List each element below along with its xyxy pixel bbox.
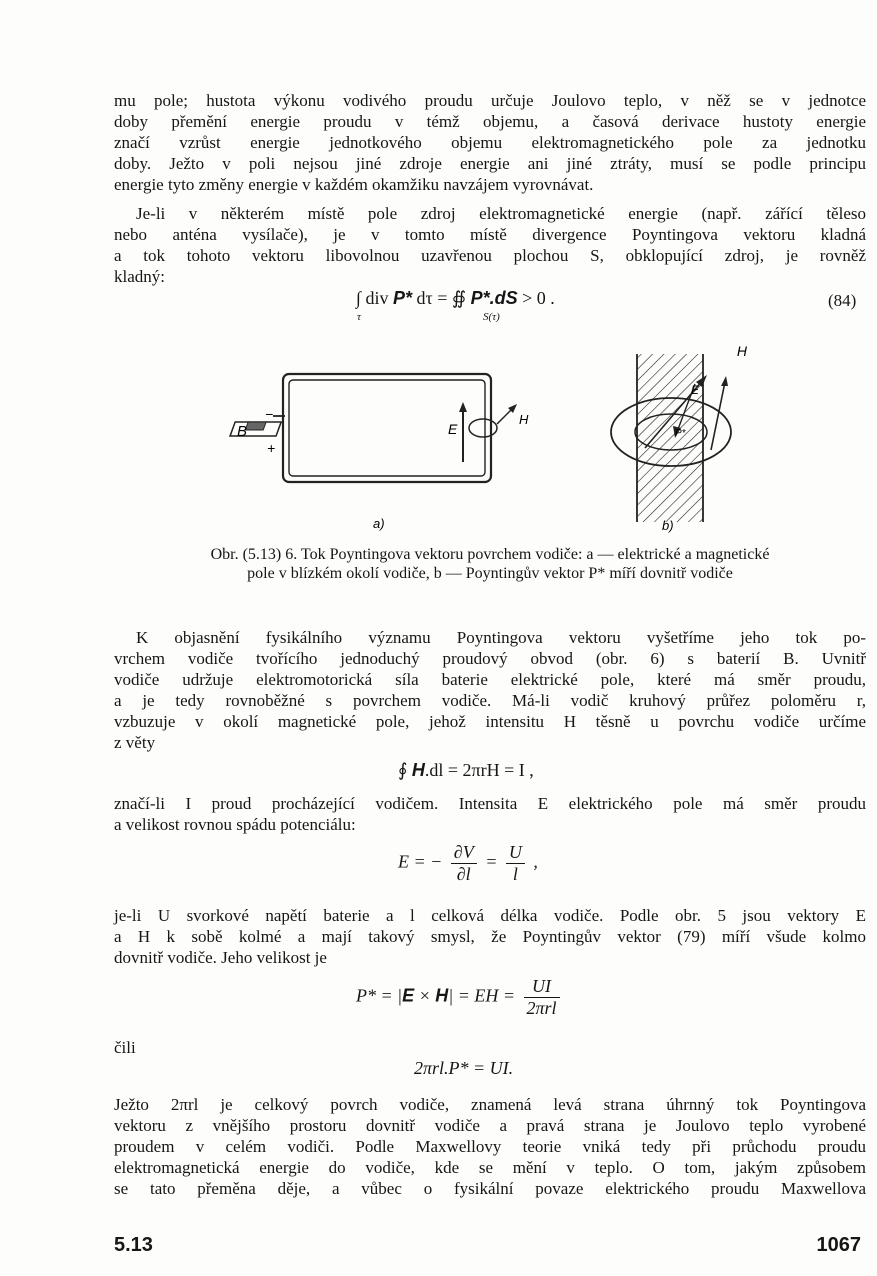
poynting-vector-symbol: P* (392, 288, 412, 308)
fraction-u-l (506, 842, 525, 885)
section-number: 5.13 (114, 1234, 153, 1256)
e-field-arrow (459, 402, 467, 462)
text-line: značí vzrůst energie jednotkového objemu elektromagnetického pole za jednotku (114, 133, 866, 152)
text-line: vrchem vodiče tvořícího jednoduchý proudový obvod (obr. 6) s baterií B. Uvnitř (114, 649, 866, 668)
text-line: se tato přeměna děje, a vůbec o fysikální povaze elektrického proudu Maxwellova (114, 1179, 866, 1198)
p-lhs: P* = | (356, 985, 403, 1006)
text-line: je-li U svorkové napětí baterie a l celková délka vodiče. Podle obr. 5 jsou vektory E (114, 906, 866, 925)
ampere-rest: .dl = 2πrH = I , (424, 760, 534, 780)
text-line: Je-li v některém místě pole zdroj elektromagnetické energie (např. zářící těleso (136, 204, 866, 223)
figure-6 (225, 340, 745, 540)
battery-plus: + (267, 440, 276, 456)
poynting-vector-symbol: P* (470, 288, 490, 308)
text-line: čili (114, 1038, 136, 1057)
text-line: Ježto 2πrl je celkový povrch vodiče, znamená levá strana úhrnný tok Poyntingova (114, 1095, 866, 1114)
numerator: ∂V (451, 842, 477, 864)
h-symbol: H (411, 760, 425, 780)
text-line: K objasnění fysikálního významu Poyntingova vektoru vyšetříme jeho tok po- (136, 628, 866, 647)
paragraph-7 (114, 1094, 866, 1199)
numerator: U (506, 842, 525, 864)
h-label-b: H (736, 343, 747, 359)
text-line: vektoru z vnějšího prostoru dovnitř vodiče a pravá strana je Joulovo teplo vyrobené (114, 1116, 866, 1135)
denominator: l (512, 864, 518, 884)
surface-integral-sign: ∯ (451, 288, 467, 308)
integral-sign: ∫ (356, 288, 361, 308)
denominator: 2πrl (526, 998, 557, 1018)
text-line: energie tyto změny energie v každém okamžiku navzájem vyrovnávat. (114, 175, 594, 194)
page-number: 1067 (816, 1234, 861, 1256)
text-line: proudem v celém vodiči. Podle Maxwellovy teorie vniká tedy při průchodu proudu (114, 1137, 866, 1156)
paragraph-5 (114, 905, 866, 968)
text-line: nebo anténa vysílače), je v tomto místě divergence Poyntingova vektoru kladná (114, 225, 866, 244)
text-line: kladný: (114, 267, 165, 286)
surface-element: .dS (489, 288, 518, 308)
equals: = (485, 851, 498, 872)
ampere-equation (398, 760, 534, 781)
comma: , (533, 851, 538, 872)
text-line: a velikost rovnou spádu potenciálu: (114, 815, 356, 834)
paragraph-4 (114, 793, 866, 835)
e-label-b: E (691, 383, 700, 397)
fraction-ui (524, 976, 560, 1019)
text-line: elektromagnetická energie do vodiče, kde se mění v teplo. O tom, jakým způsobem (114, 1158, 866, 1177)
paragraph-1 (114, 90, 866, 195)
subscript-surface: S(τ) (483, 311, 500, 323)
e-field-equation (398, 842, 538, 885)
text-line: mu pole; hustota výkonu vodivého proudu určuje Joulovo teplo, v něž se v jednotce (114, 91, 866, 110)
text-line: z věty (114, 733, 156, 752)
text-line: dovnitř vodiče. Jeho velikost je (114, 948, 327, 967)
text-line: vodiče udržuje elektromotorická síla baterie elektrické pole, které má směr proudu, (114, 670, 866, 689)
text-line: a je tedy rovnoběžné s povrchem vodiče. Má-li vodič kruhový průřez poloměru r, (114, 691, 866, 710)
circuit-loop (283, 374, 491, 482)
conductor-cross-section (637, 354, 703, 522)
battery-label: B (237, 423, 248, 440)
caption-line-1: Obr. (5.13) 6. Tok Poyntingova vektoru povrchem vodiče: a — elektrické a magnetické (210, 546, 770, 563)
paragraph-6 (114, 1037, 866, 1058)
e-lhs: E = − (398, 851, 443, 872)
equation-number: (84) (828, 291, 857, 310)
figure-label-b: b) (662, 518, 674, 533)
text-line: doby přemění energie proudu v témž objemu, a časová derivace hustoty energie (114, 112, 866, 131)
text-line: značí-li I proud procházející vodičem. Intensita E elektrického pole má směr proudu (114, 794, 866, 813)
text-line: a H k sobě kolmé a mají takový smysl, že Poyntingův vektor (79) míří všude kolmo (114, 927, 866, 946)
cross: × (418, 985, 431, 1006)
numerator: UI (524, 976, 560, 998)
h-field-loop (469, 404, 517, 437)
e-label-a: E (448, 421, 458, 437)
e-symbol: E (402, 985, 415, 1006)
subscript-tau: τ (357, 311, 361, 323)
h-symbol: H (435, 985, 449, 1006)
contour-integral-sign: ∮ (398, 760, 408, 780)
text-line: a tok tohoto vektoru libovolnou uzavřenou plochou S, obklopující zdroj, je rovněž (114, 246, 866, 265)
p-mid: | = EH = (448, 985, 516, 1006)
figure-label-a: a) (373, 516, 385, 531)
product-equation: 2πrl.P* = UI. (414, 1058, 514, 1078)
volume-element: dτ = (416, 288, 448, 308)
caption-line-2: pole v blízkém okolí vodiče, b — Poyntingův vektor P* míří dovnitř vodiče (247, 565, 733, 582)
equation-84 (356, 288, 555, 309)
poynting-magnitude-equation (356, 976, 564, 1019)
inequality: > 0 . (522, 288, 555, 308)
p-label-b: P* (675, 428, 686, 439)
fraction-dv-dl (451, 842, 477, 885)
text-line: vzbuzuje v okolí magnetické pole, jehož intensitu H těsně u povrchu vodiče určíme (114, 712, 866, 731)
figure-caption (114, 545, 866, 583)
paragraph-2 (114, 203, 866, 287)
denominator: ∂l (456, 864, 471, 884)
h-label-a: H (519, 412, 529, 427)
text-line: doby. Ježto v poli nejsou jiné zdroje energie ani jiné ztráty, musí se podle principu (114, 154, 866, 173)
div-operator: div (365, 288, 389, 308)
battery-minus: − (265, 406, 274, 422)
paragraph-3 (114, 627, 866, 753)
